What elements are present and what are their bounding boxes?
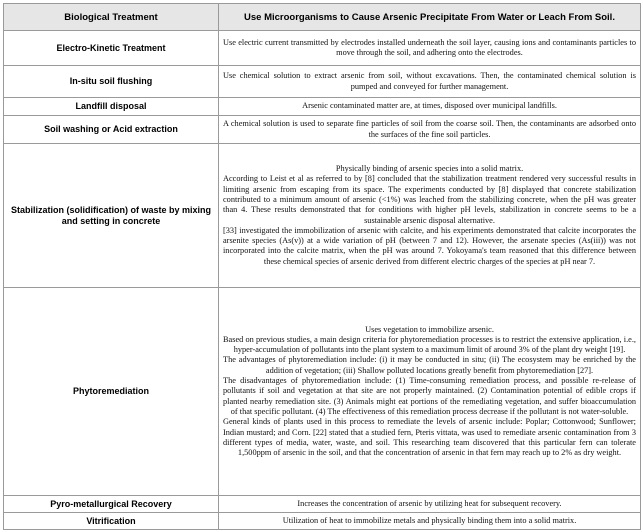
table-row bbox=[4, 116, 641, 144]
description-paragraph: Use chemical solution to extract arsenic from soil, without excavations. Then, the contaminated chemical solution is pumped and conveyed for further management. bbox=[223, 71, 636, 91]
header-col1: Biological Treatment bbox=[4, 4, 219, 31]
row-description bbox=[219, 98, 641, 116]
header-row bbox=[4, 4, 641, 31]
row-description bbox=[219, 116, 641, 144]
description-paragraph: Use electric current transmitted by electrodes installed underneath the soil layer, causing ions and contaminants particles to move through the soil, and adhering onto the electrodes. bbox=[223, 37, 636, 57]
treatment-table bbox=[3, 3, 641, 530]
description-paragraph: The advantages of phytoremediation include: (i) it may be conducted in situ; (ii) The ecosystem may be enriched by the addition of vegetation; (iii) Shallow polluted locations greatly benefit from phytoremediation [27]. bbox=[223, 355, 636, 375]
description-paragraph: The disadvantages of phytoremediation include: (1) Time-consuming remediation process, and possible re-release of pollutants if soil and vegetation at that site are not properly maintained. (2) Contamination potential of edible crops if planted nearby remediation site. (3) Animals might eat portions of the remediating vegetation, and suffer bioaccumulation of that specific pollutant. (4) The effectiveness of this remediation process decrease if the pollutant is not water-soluble. bbox=[223, 376, 636, 416]
description-paragraph: General kinds of plants used in this process to remediate the levels of arsenic include: Poplar; Cottonwood; Sunflower; Indian mustard; and Corn. [22] stated that a studied fern, Pteris vittata, was used to remediate arsenic contamination from 3 different types of media, water, waste, and soil. This researching team discovered that this particular fern can tolerate 1,500ppm of arsenic in the soil, and that the concentration of arsenic in that fern may reach up to 2% as dry weight. bbox=[223, 417, 636, 458]
description-paragraph: Based on previous studies, a main design criteria for phytoremediation processes is to restrict the extensive application, i.e., hyper-accumulation of pollutants into the plant system to a maximum limit of around 3% of the plant dry weight [19]. bbox=[223, 334, 636, 355]
row-label: Vitrification bbox=[4, 513, 219, 530]
header-col2: Use Microorganisms to Cause Arsenic Precipitate From Water or Leach From Soil. bbox=[219, 4, 641, 31]
row-label: Landfill disposal bbox=[4, 98, 219, 116]
row-label: Stabilization (solidification) of waste by mixing and setting in concrete bbox=[4, 144, 219, 288]
row-description bbox=[219, 513, 641, 530]
description-paragraph: Increases the concentration of arsenic by utilizing heat for subsequent recovery. bbox=[297, 498, 562, 508]
description-paragraph: A chemical solution is used to separate fine particles of soil from the coarse soil. Then, the contaminants are adsorbed onto the surfaces of the fine soil particles. bbox=[223, 119, 636, 139]
table-row bbox=[4, 31, 641, 66]
table-row bbox=[4, 98, 641, 116]
row-label: Soil washing or Acid extraction bbox=[4, 116, 219, 144]
row-description bbox=[219, 144, 641, 288]
row-description bbox=[219, 31, 641, 66]
table-row bbox=[4, 513, 641, 530]
table-row bbox=[4, 66, 641, 98]
table-row bbox=[4, 144, 641, 288]
description-paragraph: According to Leist et al as referred to by [8] concluded that the stabilization treatment rendered very successful results in limiting arsenic from escaping from its space. The experiments conducted by [8] displayed that concrete stabilization contributed to a minimum amount of arsenic (<1%) was leached from the stabilizing concrete, when the pH was greater than 4. These results demonstrated that for conditions with higher pH levels, stabilization in concrete seems to be a sustainable arsenic disposal alternative. bbox=[223, 174, 636, 225]
description-paragraph: Utilization of heat to immobilize metals and physically binding them into a solid matrix. bbox=[282, 515, 577, 525]
row-label: Phytoremediation bbox=[4, 288, 219, 496]
description-paragraph: [33] investigated the immobilization of arsenic with calcite, and his experiments demonstrated that calcite incorporates the arsenite species (As(v)) at a wide variation of pH (between 7 and 12). However, the arsenate species (As(iii)) was not incorporated into the calcite matrix, when the pH was around 7. Yokoyama's team reasoned that this difference between these chemical species of arsenic derived from different electric charges of the species at pH near 7. bbox=[223, 225, 636, 266]
description-paragraph: Physically binding of arsenic species into a solid matrix. bbox=[335, 164, 524, 174]
row-label: In-situ soil flushing bbox=[4, 66, 219, 98]
description-paragraph: Uses vegetation to immobilize arsenic. bbox=[365, 324, 494, 334]
row-description bbox=[219, 288, 641, 496]
row-label: Electro-Kinetic Treatment bbox=[4, 31, 219, 66]
row-description bbox=[219, 66, 641, 98]
table-row bbox=[4, 496, 641, 513]
table-row bbox=[4, 288, 641, 496]
row-label: Pyro-metallurgical Recovery bbox=[4, 496, 219, 513]
description-paragraph: Arsenic contaminated matter are, at times, disposed over municipal landfills. bbox=[302, 101, 557, 111]
row-description bbox=[219, 496, 641, 513]
